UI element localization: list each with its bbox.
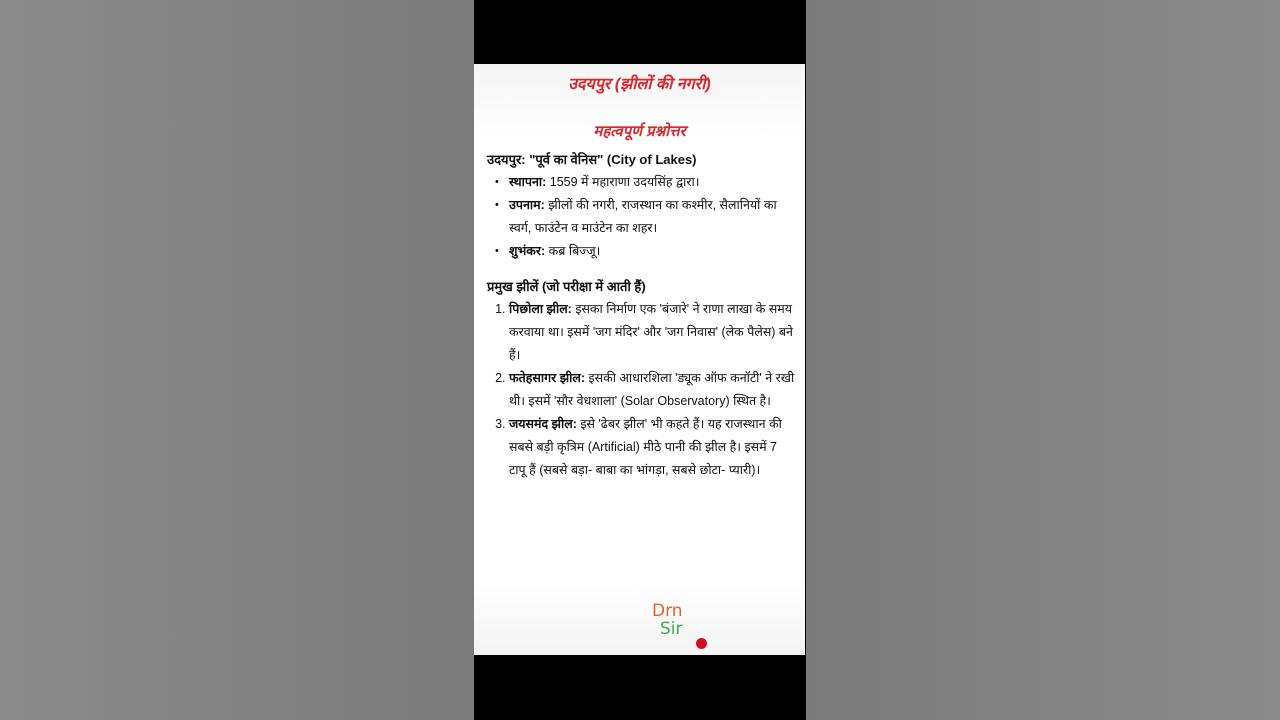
item-text: इसका निर्माण एक 'बंजारे' ने राणा लाखा के समय करवाया था। इसमें 'जग मंदिर' और 'जग निवास' (लेक पैलेस) बने हैं। xyxy=(509,302,793,362)
item-label: पिछोला झील: xyxy=(509,302,572,316)
item-label: शुभंकर: xyxy=(509,244,546,258)
intro-list xyxy=(487,171,797,263)
item-label: उपनाम: xyxy=(509,198,545,212)
notes-card xyxy=(474,64,805,655)
logo-line1: Drn xyxy=(652,601,683,621)
lakes-heading: प्रमुख झीलें (जो परीक्षा में आती हैं) xyxy=(487,279,646,294)
item-text: 1559 में महाराणा उदयसिंह द्वारा। xyxy=(546,175,700,189)
list-item xyxy=(509,171,797,194)
logo-line2: Sir xyxy=(660,619,683,639)
item-label: फतेहसागर झील: xyxy=(509,371,586,385)
item-text: इसकी आधारशिला 'ड्यूक ऑफ कनॉटी' ने रखी थी। इसमें 'सौर वेधशाला' (Solar Observatory) स्थित है। xyxy=(509,371,795,408)
item-text: झीलों की नगरी, राजस्थान का कश्मीर, सैलानियों का स्वर्ग, फाउंटेन व माउंटेन का शहर। xyxy=(509,198,777,235)
list-item xyxy=(509,194,797,240)
red-dot-icon xyxy=(696,638,707,649)
item-text: कब्र बिज्जू। xyxy=(545,244,601,258)
item-label: जयसमंद झील: xyxy=(509,417,577,431)
list-item xyxy=(509,240,797,263)
list-item xyxy=(509,298,797,367)
page-title: उदयपुर (झीलों की नगरी) xyxy=(568,76,711,93)
item-label: स्थापना: xyxy=(509,175,547,189)
drn-sir-logo xyxy=(652,602,683,638)
intro-heading: उदयपुर: "पूर्व का वेनिस" (City of Lakes) xyxy=(487,152,697,167)
item-text: इसे 'ढेबर झील' भी कहते हैं। यह राजस्थान की सबसे बड़ी कृत्रिम (Artificial) मीठे पानी की झील है। इसमें 7 टापू हैं (सबसे बड़ा- बाबा का भांगड़ा, सबसे छोटा- प्यारी)। xyxy=(509,417,782,477)
list-item xyxy=(509,413,797,482)
lakes-list xyxy=(487,298,797,482)
page-subtitle: महत्वपूर्ण प्रश्नोत्तर xyxy=(593,123,686,140)
list-item xyxy=(509,367,797,413)
